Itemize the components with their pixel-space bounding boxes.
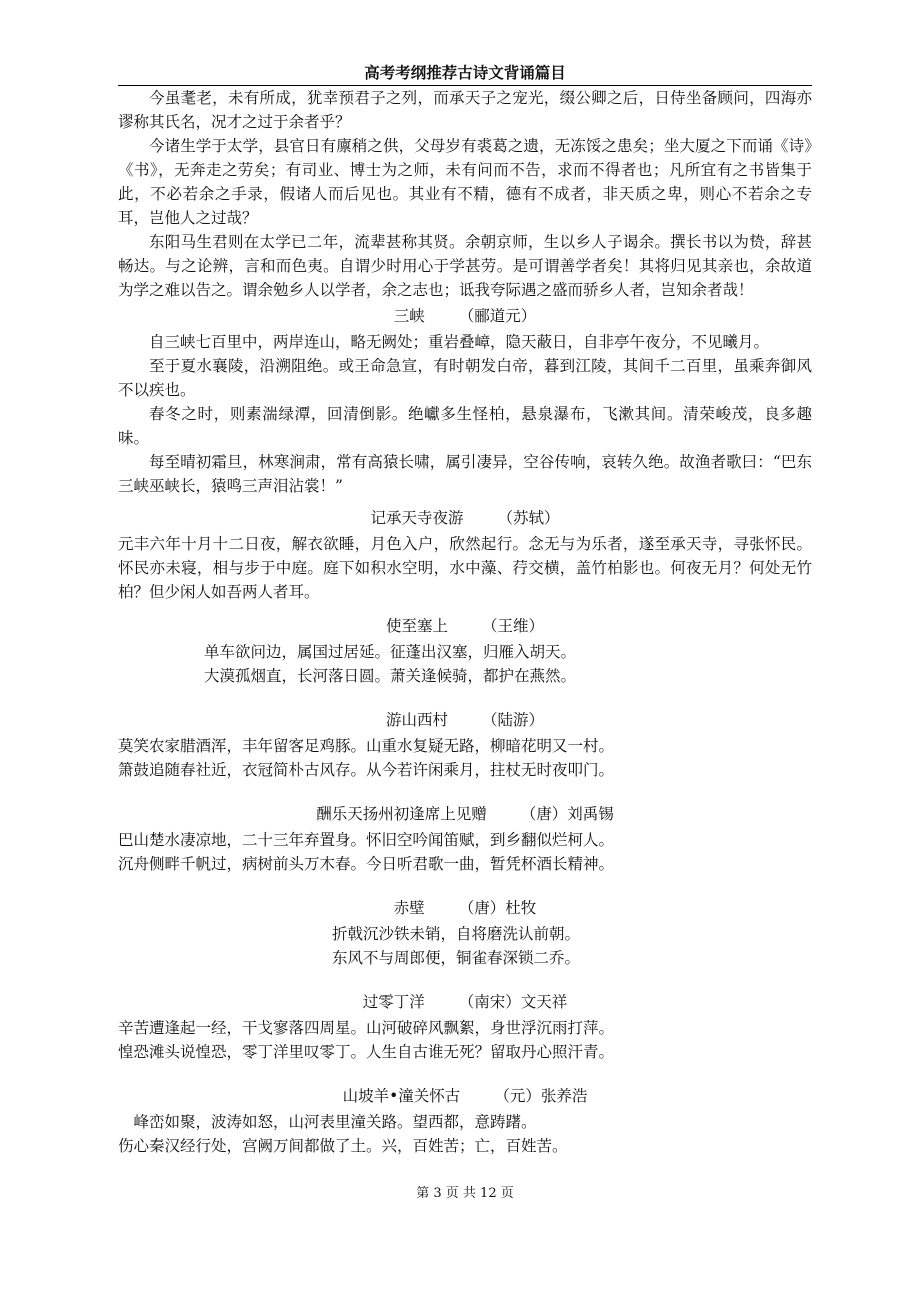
title-text: 酬乐天扬州初逢席上见赠 — [316, 805, 487, 823]
poem-line: 辛苦遭逢起一经，干戈寥落四周星。山河破碎风飘絮，身世浮沉雨打萍。 — [118, 1019, 615, 1037]
poem-choulletian — [118, 802, 812, 876]
poem-line: 单车欲问边，属国过居延。征蓬出汉塞，归雁入胡天。 — [204, 643, 577, 661]
poem-line: 东风不与周郎便，铜雀春深锁二乔。 — [332, 949, 581, 967]
poem-line: 巴山楚水凄凉地，二十三年弃置身。怀旧空吟闻笛赋，到乡翻似烂柯人。 — [118, 831, 615, 849]
author-text: （王维） — [482, 617, 545, 635]
title-text: 三峡 — [393, 307, 425, 325]
paragraph: 每至晴初霜旦，林寒涧肃，常有高猿长啸，属引凄异，空谷传响，哀转久绝。故渔者歌曰：“巴东三峡巫峡长，猿鸣三声泪沾裳！” — [118, 453, 812, 495]
title-text: 山坡羊•潼关怀古 — [342, 1087, 461, 1105]
paragraph: 自三峡七百里中，两岸连山，略无阙处；重岩叠嶂，隐天蔽日，自非亭午夜分，不见曦月。 — [149, 333, 770, 351]
author-text: （苏轼） — [497, 509, 560, 527]
poem-title — [118, 990, 812, 1014]
poem-title — [118, 708, 812, 732]
section-title-sanxia — [118, 304, 812, 328]
section-title-chengtiansi — [118, 506, 812, 530]
author-text: （唐）杜牧 — [458, 899, 537, 917]
poem-title — [118, 1084, 812, 1108]
poem-line: 沉舟侧畔千帆过，病树前头万木春。今日听君歌一曲，暂凭杯酒长精神。 — [118, 855, 615, 873]
poem-chibi — [118, 896, 812, 970]
poem-line: 莫笑农家腊酒浑，丰年留客足鸡豚。山重水复疑无路，柳暗花明又一村。 — [118, 737, 615, 755]
title-text: 过零丁洋 — [362, 993, 425, 1011]
poem-shizhisaishang — [118, 614, 812, 688]
document-body — [118, 86, 812, 1178]
poem-title — [118, 802, 812, 826]
author-text: （南宋）文天祥 — [458, 993, 568, 1011]
title-text: 使至塞上 — [385, 617, 448, 635]
poem-title — [118, 896, 812, 920]
song-dongyang-excerpt — [118, 86, 812, 302]
poem-guolingdingyang — [118, 990, 812, 1064]
author-text: （元）张养浩 — [494, 1087, 588, 1105]
page-footer: 第 3 页 共 12 页 — [416, 1186, 514, 1201]
sanxia-text — [118, 330, 812, 498]
poem-line: 惶恐滩头说惶恐，零丁洋里叹零丁。人生自古谁无死？留取丹心照汗青。 — [118, 1043, 615, 1061]
paragraph: 春冬之时，则素湍绿潭，回清倒影。绝巘多生怪柏，悬泉瀑布，飞漱其间。清荣峻茂，良多趣味。 — [118, 405, 812, 447]
title-text: 赤壁 — [393, 899, 425, 917]
paragraph: 元丰六年十月十二日夜，解衣欲睡，月色入户，欣然起行。念无与为乐者，遂至承天寺，寻张怀民。怀民亦未寝，相与步于中庭。庭下如积水空明，水中藻、荇交横，盖竹柏影也。何夜无月？何处无竹柏？但少闲人如吾两人者耳。 — [118, 535, 812, 601]
poem-youshanxicun — [118, 708, 812, 782]
paragraph: 至于夏水襄陵，沿溯阻绝。或王命急宣，有时朝发白帝，暮到江陵，其间千二百里，虽乘奔御风不以疾也。 — [118, 357, 812, 399]
author-text: （唐）刘禹锡 — [520, 805, 614, 823]
author-text: （郦道元） — [458, 307, 537, 325]
paragraph: 今诸生学于太学，县官日有廪稍之供，父母岁有裘葛之遗，无冻馁之患矣；坐大厦之下而诵《诗》《书》，无奔走之劳矣；有司业、博士为之师，未有问而不告，求而不得者也；凡所宜有之书皆集于此，不必若余之手录，假诸人而后见也。其业有不精，德有不成者，非天质之卑，则心不若余之专耳，岂他人之过哉？ — [118, 137, 812, 227]
paragraph: 东阳马生君则在太学已二年，流辈甚称其贤。余朝京师，生以乡人子谒余。撰长书以为贽，辞甚畅达。与之论辨，言和而色夷。自谓少时用心于学甚劳。是可谓善学者矣！其将归见其亲也，余故道为学之难以告之。谓余勉乡人以学者，余之志也；诋我夸际遇之盛而骄乡人者，岂知余者哉！ — [118, 233, 812, 299]
title-text: 记承天寺夜游 — [370, 509, 464, 527]
paragraph: 今虽耄老，未有所成，犹幸预君子之列，而承天子之宠光，缀公卿之后，日侍坐备顾问，四海亦谬称其氏名，况才之过于余者乎？ — [118, 89, 812, 131]
page-header: 高考考纲推荐古诗文背诵篇目 — [364, 64, 566, 82]
author-text: （陆游） — [482, 711, 545, 729]
title-text: 游山西村 — [385, 711, 448, 729]
poem-line: 箫鼓追随春社近，衣冠简朴古风存。从今若许闲乘月，拄杖无时夜叩门。 — [118, 761, 615, 779]
poem-title — [118, 614, 812, 638]
poem-line: 折戟沉沙铁未销，自将磨洗认前朝。 — [332, 925, 581, 943]
poem-line: 大漠孤烟直，长河落日圆。萧关逢候骑，都护在燕然。 — [204, 667, 577, 685]
chengtiansi-text — [118, 532, 812, 604]
poem-line: 峰峦如聚，波涛如怒，山河表里潼关路。望西都，意踌躇。 — [133, 1113, 537, 1131]
poem-line: 伤心秦汉经行处，宫阙万间都做了土。兴，百姓苦；亡，百姓苦。 — [118, 1137, 568, 1155]
poem-shanpoyang — [118, 1084, 812, 1158]
